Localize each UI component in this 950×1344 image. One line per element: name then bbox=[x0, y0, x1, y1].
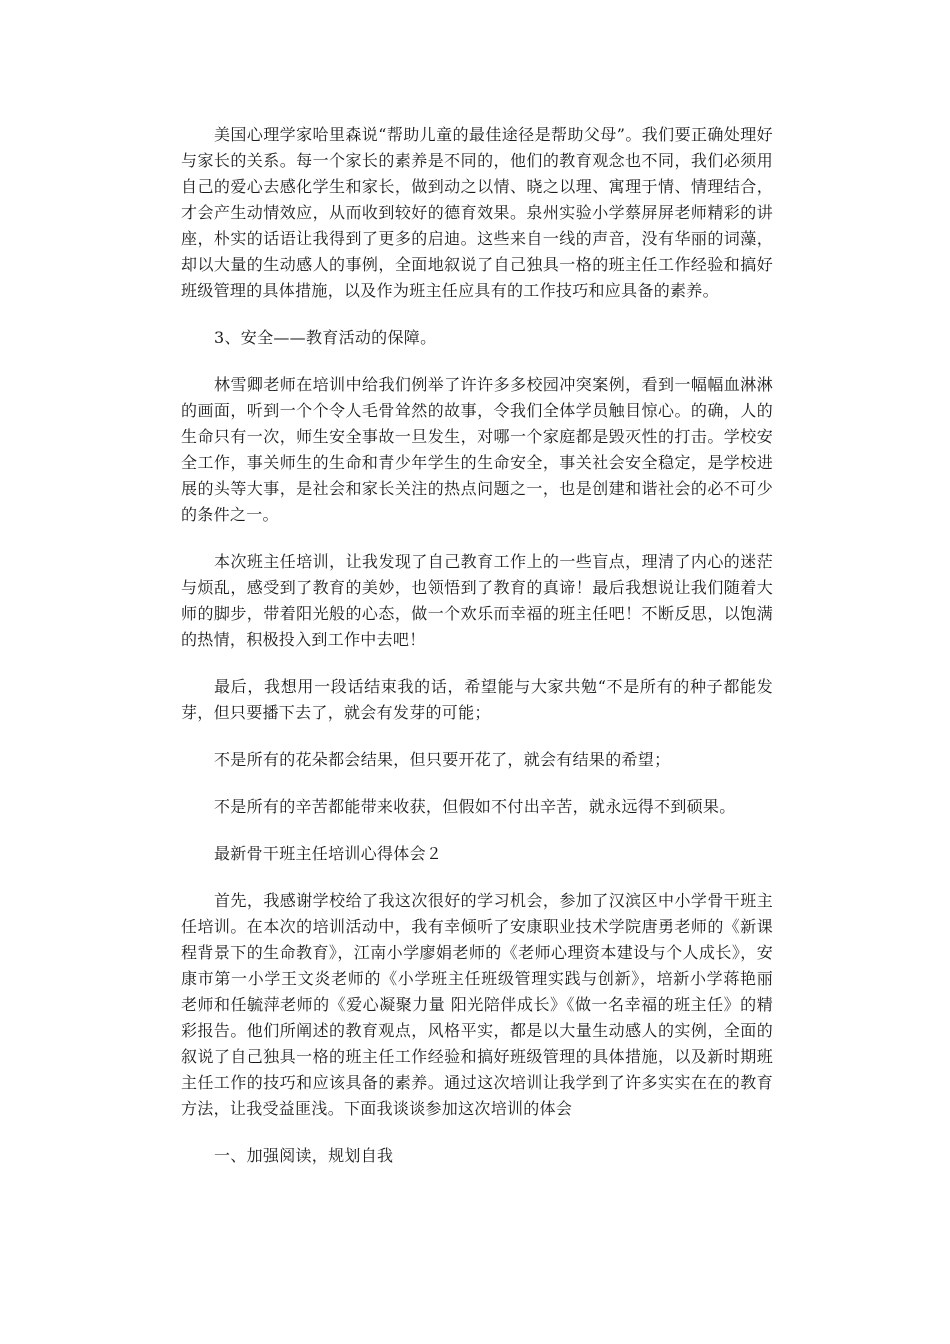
paragraph-hard-work: 不是所有的辛苦都能带来收获，但假如不付出辛苦，就永远得不到硕果。 bbox=[214, 797, 736, 816]
section-title-part-2: 最新骨干班主任培训心得体会２ bbox=[214, 844, 443, 863]
document-body bbox=[181, 122, 773, 1169]
paragraph-training-reflection: 本次班主任培训，让我发现了自己教育工作上的一些盲点，理清了内心的迷茫与烦乱，感受到了教育的美妙，也领悟到了教育的真谛！最后我想说让我们随着大师的脚步，带着阳光般的心态，做一个欢乐而幸福的班主任吧！不断反思，以饱满的热情，积极投入到工作中去吧！ bbox=[181, 552, 773, 649]
paragraph-safety-cases: 林雪卿老师在培训中给我们例举了许许多多校园冲突案例，看到一幅幅血淋淋的画面，听到一个个令人毛骨耸然的故事，令我们全体学员触目惊心。的确，人的生命只有一次，师生安全事故一旦发生，对哪一个家庭都是毁灭性的打击。学校安全工作，事关师生的生命和青少年学生的生命安全，事关社会安全稳定，是学校进展的头等大事，是社会和家长关注的热点问题之一，也是创建和谐社会的必不可少的条件之一。 bbox=[181, 375, 773, 524]
section-heading-reading: 一、加强阅读，规划自我 bbox=[214, 1146, 394, 1165]
section-heading-safety: 3、安全——教育活动的保障。 bbox=[214, 328, 437, 347]
paragraph-parent-relations: 美国心理学家哈里森说“帮助儿童的最佳途径是帮助父母”。我们要正确处理好与家长的关系。每一个家长的素养是不同的，他们的教育观念也不同，我们必须用自己的爱心去感化学生和家长，做到动之以情、晓之以理、寓理于情、情理结合，才会产生动情效应，从而收到较好的德育效果。泉州实验小学蔡屏屏老师精彩的讲座，朴实的话语让我得到了更多的启迪。这些来自一线的声音，没有华丽的词藻，却以大量的生动感人的事例，全面地叙说了自己独具一格的班主任工作经验和搞好班级管理的具体措施，以及作为班主任应具有的工作技巧和应具备的素养。 bbox=[181, 125, 773, 300]
paragraph-gratitude: 首先，我感谢学校给了我这次很好的学习机会，参加了汉滨区中小学骨干班主任培训。在本次的培训活动中，我有幸倾听了安康职业技术学院唐勇老师的《新课程背景下的生命教育》，江南小学廖娟老师的《老师心理资本建设与个人成长》，安康市第一小学王文炎老师的《小学班主任班级管理实践与创新》，培新小学蒋艳丽老师和任毓萍老师的《爱心凝聚力量 阳光陪伴成长》《做一名幸福的班主任》的精彩报告。他们所阐述的教育观点，风格平实，都是以大量生动感人的实例，全面的叙说了自己独具一格的班主任工作经验和搞好班级管理的具体措施，以及新时期班主任工作的技巧和应该具备的素养。通过这次培训让我学到了许多实实在在的教育方法，让我受益匪浅。下面我谈谈参加这次培训的体会 bbox=[181, 891, 773, 1118]
paragraph-flowers: 不是所有的花朵都会结果，但只要开花了，就会有结果的希望； bbox=[214, 750, 671, 769]
paragraph-closing-quote: 最后，我想用一段话结束我的话，希望能与大家共勉“不是所有的种子都能发芽，但只要播下去了，就会有发芽的可能； bbox=[181, 677, 773, 722]
